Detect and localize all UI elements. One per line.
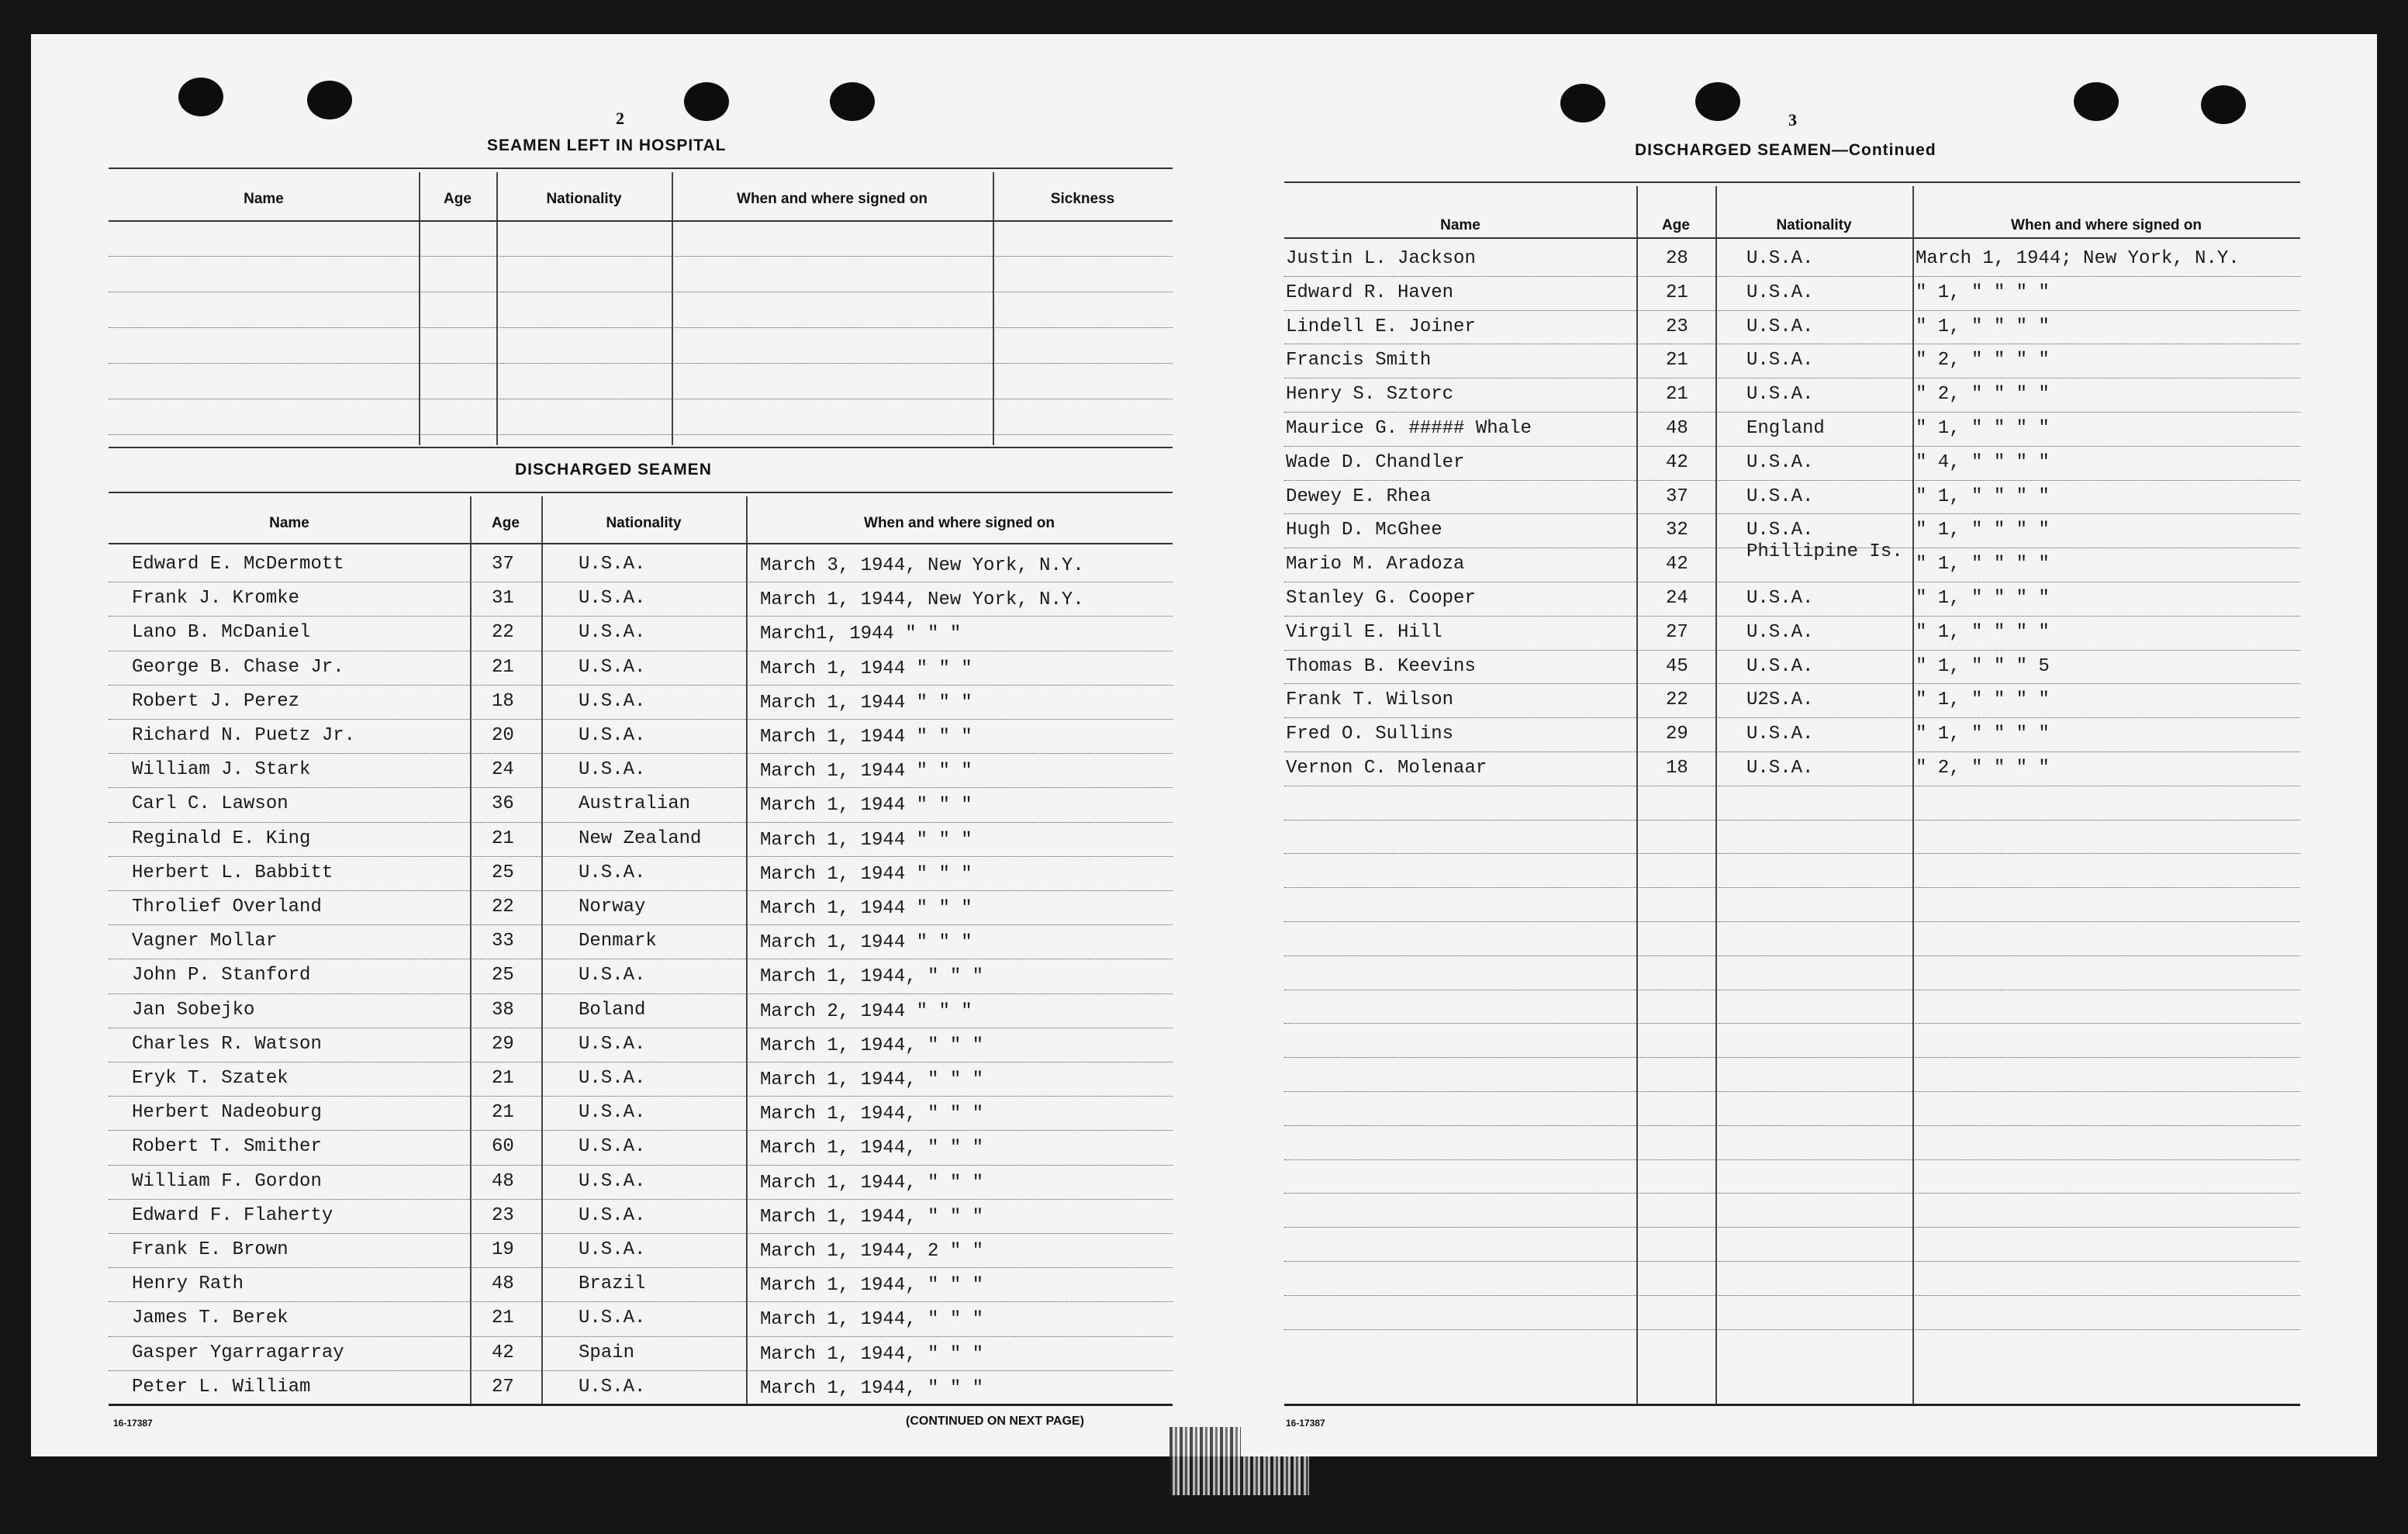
row-line xyxy=(109,1336,1173,1337)
left-page xyxy=(31,34,1241,1456)
row-line xyxy=(109,993,1173,994)
seaman-name: Justin L. Jackson xyxy=(1286,248,1476,269)
signed-on: March 1, 1944, New York, N.Y. xyxy=(760,589,1084,611)
signed-on: March 1, 1944 " " " xyxy=(760,761,973,783)
seaman-name: Robert T. Smither xyxy=(132,1136,322,1158)
seaman-nationality: Boland xyxy=(579,999,646,1021)
row-line xyxy=(1284,310,2300,311)
seaman-name: Edward R. Haven xyxy=(1286,282,1454,303)
seaman-age: 32 xyxy=(1666,520,1688,541)
seaman-name: Frank E. Brown xyxy=(132,1239,288,1260)
seaman-nationality: U.S.A. xyxy=(579,1239,646,1260)
seaman-age: 23 xyxy=(1666,316,1688,337)
discharged-continued-title: DISCHARGED SEAMEN—Continued xyxy=(1635,141,1936,159)
signed-on: " 1, " " " 5 xyxy=(1916,655,2050,677)
seaman-age: 42 xyxy=(492,1342,514,1363)
seaman-nationality: Spain xyxy=(579,1342,635,1363)
rule xyxy=(109,447,1173,448)
signed-on: " 2, " " " " xyxy=(1916,384,2050,406)
seaman-nationality: U.S.A. xyxy=(579,1102,646,1124)
row-line xyxy=(109,256,1173,257)
seaman-nationality: U.S.A. xyxy=(1746,520,1814,541)
punch-hole xyxy=(2074,82,2119,121)
signed-on: March1, 1944 " " " xyxy=(760,624,962,645)
punch-hole xyxy=(307,81,352,119)
row-line xyxy=(109,753,1173,754)
seaman-age: 23 xyxy=(492,1204,514,1226)
seaman-nationality: U.S.A. xyxy=(579,656,646,678)
seaman-age: 36 xyxy=(492,793,514,815)
seaman-name: Jan Sobejko xyxy=(132,999,255,1021)
signed-on: March 1, 1944, " " " xyxy=(760,1343,984,1365)
row-line xyxy=(1284,1057,2300,1058)
seaman-nationality: U.S.A. xyxy=(579,554,646,575)
header-rule xyxy=(1284,237,2300,239)
seaman-name: Charles R. Watson xyxy=(132,1033,322,1055)
signed-on: March 1, 1944, " " " xyxy=(760,1104,984,1125)
signed-on: " 1, " " " " xyxy=(1916,689,2050,711)
seaman-name: Dewey E. Rhea xyxy=(1286,485,1432,507)
seaman-age: 22 xyxy=(492,897,514,917)
seaman-nationality: Denmark xyxy=(579,931,657,952)
signed-on: " 4, " " " " xyxy=(1916,451,2050,473)
row-line xyxy=(109,685,1173,686)
signed-on: " 1, " " " " xyxy=(1916,418,2050,439)
hospital-col-header: When and where signed on xyxy=(737,191,928,207)
seaman-name: Virgil E. Hill xyxy=(1286,621,1442,643)
signed-on: " 1, " " " " xyxy=(1916,520,2050,541)
signed-on: March 1, 1944, " " " xyxy=(760,1275,984,1297)
seaman-age: 22 xyxy=(492,622,514,644)
row-line xyxy=(1284,276,2300,277)
seaman-age: 25 xyxy=(492,965,514,986)
signed-on: March 1, 1944, 2 " " xyxy=(760,1241,984,1262)
seaman-nationality: U.S.A. xyxy=(579,588,646,610)
column-divider xyxy=(1636,186,1638,1404)
seaman-name: William J. Stark xyxy=(132,759,311,781)
seaman-name: Throlief Overland xyxy=(132,897,322,917)
row-line xyxy=(109,1301,1173,1302)
discharged-col-header: Nationality xyxy=(1776,217,1852,233)
punch-hole xyxy=(684,82,729,121)
row-line xyxy=(1284,853,2300,854)
signed-on: March 1, 1944, " " " xyxy=(760,1206,984,1228)
seaman-age: 21 xyxy=(492,1068,514,1089)
seaman-nationality: U.S.A. xyxy=(1746,588,1814,609)
seaman-name: John P. Stanford xyxy=(132,965,311,986)
seaman-age: 48 xyxy=(492,1273,514,1295)
seaman-age: 38 xyxy=(492,999,514,1021)
column-divider xyxy=(672,172,673,445)
seaman-nationality: U2S.A. xyxy=(1746,689,1814,711)
seaman-age: 60 xyxy=(492,1136,514,1158)
seaman-name: Herbert L. Babbitt xyxy=(132,862,333,883)
row-line xyxy=(1284,1193,2300,1194)
seaman-name: Thomas B. Keevins xyxy=(1286,655,1476,677)
row-line xyxy=(1284,513,2300,514)
row-line xyxy=(1284,480,2300,481)
hospital-col-header: Name xyxy=(244,191,284,207)
seaman-age: 28 xyxy=(1666,248,1688,269)
seaman-nationality: U.S.A. xyxy=(579,1308,646,1329)
seaman-name: Henry Rath xyxy=(132,1273,244,1295)
row-line xyxy=(1284,1091,2300,1092)
column-divider xyxy=(1912,186,1914,1404)
seaman-nationality: U.S.A. xyxy=(1746,451,1814,473)
seaman-name: Vagner Mollar xyxy=(132,931,278,952)
discharged-col-header: Nationality xyxy=(606,515,682,531)
rule xyxy=(1284,181,2300,183)
seaman-age: 27 xyxy=(1666,621,1688,643)
discharged-section-title: DISCHARGED SEAMEN xyxy=(515,461,712,479)
signed-on: " 1, " " " " xyxy=(1916,316,2050,337)
seaman-nationality: U.S.A. xyxy=(1746,248,1814,269)
row-line xyxy=(1284,1125,2300,1126)
seaman-nationality: U.S.A. xyxy=(579,1136,646,1158)
page-number: 3 xyxy=(1788,110,1797,130)
seaman-name: Stanley G. Cooper xyxy=(1286,588,1476,609)
header-rule xyxy=(109,543,1173,544)
seaman-nationality: U.S.A. xyxy=(579,965,646,986)
seaman-name: Carl C. Lawson xyxy=(132,793,288,815)
row-line xyxy=(109,1096,1173,1097)
signed-on: " 2, " " " " xyxy=(1916,758,2050,779)
seaman-age: 21 xyxy=(1666,384,1688,406)
rule xyxy=(109,492,1173,493)
signed-on: March 1, 1944 " " " xyxy=(760,932,973,954)
punch-hole xyxy=(1695,82,1740,121)
row-line xyxy=(109,719,1173,720)
seaman-name: Hugh D. McGhee xyxy=(1286,520,1442,541)
signed-on: March 1, 1944, " " " xyxy=(760,1172,984,1194)
signed-on: March 1, 1944, " " " xyxy=(760,1309,984,1331)
seaman-nationality: U.S.A. xyxy=(579,622,646,644)
seaman-age: 29 xyxy=(1666,724,1688,745)
signed-on: March 1, 1944, " " " xyxy=(760,1377,984,1399)
seaman-age: 21 xyxy=(492,1102,514,1124)
signed-on: " 1, " " " " xyxy=(1916,724,2050,745)
row-line xyxy=(109,1370,1173,1371)
row-line xyxy=(1284,820,2300,821)
signed-on: March 1, 1944 " " " xyxy=(760,795,973,817)
punch-hole xyxy=(2201,85,2246,124)
seaman-age: 27 xyxy=(492,1376,514,1398)
discharged-col-header: When and where signed on xyxy=(864,515,1055,531)
row-line xyxy=(109,1233,1173,1234)
row-line xyxy=(109,924,1173,925)
signed-on: " 1, " " " " xyxy=(1916,282,2050,303)
seaman-nationality: Brazil xyxy=(579,1273,646,1295)
header-rule xyxy=(109,220,1173,222)
seaman-nationality: U.S.A. xyxy=(579,1068,646,1089)
seaman-nationality: U.S.A. xyxy=(579,725,646,746)
row-line xyxy=(1284,1329,2300,1330)
seaman-age: 18 xyxy=(1666,758,1688,779)
seaman-age: 25 xyxy=(492,862,514,883)
discharged-col-header: Age xyxy=(492,515,520,531)
seaman-nationality: U.S.A. xyxy=(579,862,646,883)
seaman-nationality: England xyxy=(1746,418,1825,439)
seaman-nationality: U.S.A. xyxy=(1746,758,1814,779)
row-line xyxy=(1284,650,2300,651)
seaman-age: 33 xyxy=(492,931,514,952)
seaman-nationality: U.S.A. xyxy=(1746,350,1814,371)
signed-on: " 1, " " " " xyxy=(1916,485,2050,507)
seaman-age: 21 xyxy=(492,1308,514,1329)
column-divider xyxy=(993,172,994,445)
seaman-nationality: Norway xyxy=(579,897,646,917)
seaman-name: Edward F. Flaherty xyxy=(132,1204,333,1226)
signed-on: March 1, 1944, " " " xyxy=(760,1035,984,1056)
signed-on: " 2, " " " " xyxy=(1916,350,2050,371)
discharged-col-header: Name xyxy=(269,515,309,531)
signed-on: March 1, 1944 " " " xyxy=(760,727,973,748)
seaman-nationality: U.S.A. xyxy=(1746,485,1814,507)
seaman-name: Frank J. Kromke xyxy=(132,588,300,610)
seaman-age: 42 xyxy=(1666,451,1688,473)
row-line xyxy=(109,1267,1173,1268)
seaman-age: 45 xyxy=(1666,655,1688,677)
seaman-name: Francis Smith xyxy=(1286,350,1432,371)
seaman-age: 21 xyxy=(1666,282,1688,303)
signed-on: March 3, 1944, New York, N.Y. xyxy=(760,555,1084,576)
row-line xyxy=(1284,616,2300,617)
seaman-name: Maurice G. ##### Whale xyxy=(1286,418,1532,439)
row-line xyxy=(109,616,1173,617)
row-line xyxy=(109,327,1173,328)
right-page xyxy=(1241,34,2377,1456)
discharged-col-header: Age xyxy=(1662,217,1690,233)
hospital-col-header: Sickness xyxy=(1050,191,1115,207)
column-divider xyxy=(496,172,498,445)
seaman-nationality: Phillipine Is. xyxy=(1746,541,1903,563)
rule xyxy=(109,1404,1173,1406)
signed-on: " 1, " " " " xyxy=(1916,554,2050,575)
seaman-name: Henry S. Sztorc xyxy=(1286,384,1454,406)
row-line xyxy=(109,890,1173,891)
seaman-name: Peter L. William xyxy=(132,1376,311,1398)
seaman-nationality: U.S.A. xyxy=(1746,316,1814,337)
row-line xyxy=(1284,412,2300,413)
seaman-nationality: U.S.A. xyxy=(579,759,646,781)
row-line xyxy=(1284,921,2300,922)
seaman-nationality: U.S.A. xyxy=(1746,384,1814,406)
seaman-nationality: U.S.A. xyxy=(579,690,646,712)
seaman-nationality: Australian xyxy=(579,793,691,815)
seaman-name: Fred O. Sullins xyxy=(1286,724,1454,745)
signed-on: March 1, 1944 " " " xyxy=(760,692,973,713)
seaman-nationality: U.S.A. xyxy=(1746,655,1814,677)
row-line xyxy=(1284,446,2300,447)
seaman-name: Frank T. Wilson xyxy=(1286,689,1454,711)
row-line xyxy=(1284,1295,2300,1296)
signed-on: March 2, 1944 " " " xyxy=(760,1000,973,1022)
seaman-nationality: U.S.A. xyxy=(1746,724,1814,745)
discharged-col-header: When and where signed on xyxy=(2011,217,2202,233)
seaman-age: 42 xyxy=(1666,554,1688,575)
page-number: 2 xyxy=(616,109,624,128)
row-line xyxy=(1284,1227,2300,1228)
signed-on: March 1, 1944; New York, N.Y. xyxy=(1916,248,2240,269)
seaman-nationality: U.S.A. xyxy=(579,1170,646,1192)
signed-on: " 1, " " " " xyxy=(1916,621,2050,643)
seaman-age: 20 xyxy=(492,725,514,746)
seaman-name: Lano B. McDaniel xyxy=(132,622,311,644)
seaman-age: 24 xyxy=(1666,588,1688,609)
seaman-name: Reginald E. King xyxy=(132,827,311,849)
row-line xyxy=(109,1165,1173,1166)
continued-note: (CONTINUED ON NEXT PAGE) xyxy=(906,1415,1084,1428)
seaman-age: 24 xyxy=(492,759,514,781)
seaman-name: William F. Gordon xyxy=(132,1170,322,1192)
punch-hole xyxy=(178,78,223,116)
seaman-name: Edward E. McDermott xyxy=(132,554,344,575)
seaman-name: Richard N. Puetz Jr. xyxy=(132,725,356,746)
row-line xyxy=(1284,717,2300,718)
seaman-name: Robert J. Perez xyxy=(132,690,300,712)
signed-on: March 1, 1944, " " " xyxy=(760,966,984,988)
signed-on: March 1, 1944, " " " xyxy=(760,1069,984,1090)
row-line xyxy=(1284,955,2300,956)
row-line xyxy=(109,363,1173,364)
discharged-col-header: Name xyxy=(1440,217,1480,233)
signed-on: March 1, 1944 " " " xyxy=(760,829,973,851)
row-line xyxy=(1284,1023,2300,1024)
punch-hole xyxy=(830,82,875,121)
row-line xyxy=(109,787,1173,788)
seaman-age: 48 xyxy=(492,1170,514,1192)
signed-on: March 1, 1944 " " " xyxy=(760,898,973,919)
hospital-section-title: SEAMEN LEFT IN HOSPITAL xyxy=(487,136,727,154)
seaman-age: 19 xyxy=(492,1239,514,1260)
hospital-col-header: Nationality xyxy=(546,191,622,207)
seaman-name: James T. Berek xyxy=(132,1308,288,1329)
seaman-nationality: U.S.A. xyxy=(579,1376,646,1398)
seaman-name: Vernon C. Molenaar xyxy=(1286,758,1487,779)
signed-on: March 1, 1944 " " " xyxy=(760,863,973,885)
signed-on: " 1, " " " " xyxy=(1916,588,2050,609)
seaman-age: 31 xyxy=(492,588,514,610)
seaman-age: 21 xyxy=(1666,350,1688,371)
seaman-age: 21 xyxy=(492,827,514,849)
seaman-name: Mario M. Aradoza xyxy=(1286,554,1465,575)
seaman-age: 18 xyxy=(492,690,514,712)
form-number: 16-17387 xyxy=(1286,1418,1325,1429)
rule xyxy=(109,168,1173,169)
seaman-nationality: U.S.A. xyxy=(579,1033,646,1055)
seaman-age: 29 xyxy=(492,1033,514,1055)
seaman-nationality: New Zealand xyxy=(579,827,702,849)
row-line xyxy=(1284,1261,2300,1262)
seaman-name: George B. Chase Jr. xyxy=(132,656,344,678)
seaman-age: 21 xyxy=(492,656,514,678)
seaman-nationality: U.S.A. xyxy=(1746,282,1814,303)
seaman-name: Herbert Nadeoburg xyxy=(132,1102,322,1124)
signed-on: March 1, 1944 " " " xyxy=(760,658,973,679)
seaman-age: 37 xyxy=(1666,485,1688,507)
seaman-name: Eryk T. Szatek xyxy=(132,1068,288,1089)
row-line xyxy=(1284,683,2300,684)
hospital-col-header: Age xyxy=(444,191,472,207)
seaman-name: Gasper Ygarragarray xyxy=(132,1342,344,1363)
seaman-age: 37 xyxy=(492,554,514,575)
seaman-name: Lindell E. Joiner xyxy=(1286,316,1476,337)
signed-on: March 1, 1944, " " " xyxy=(760,1138,984,1159)
row-line xyxy=(1284,751,2300,752)
column-divider xyxy=(1715,186,1717,1404)
seaman-age: 48 xyxy=(1666,418,1688,439)
rule xyxy=(1284,1404,2300,1406)
row-line xyxy=(109,434,1173,435)
seaman-age: 22 xyxy=(1666,689,1688,711)
row-line xyxy=(109,1199,1173,1200)
row-line xyxy=(109,822,1173,823)
row-line xyxy=(1284,887,2300,888)
seaman-nationality: U.S.A. xyxy=(579,1204,646,1226)
row-line xyxy=(109,1130,1173,1131)
row-line xyxy=(109,856,1173,857)
seaman-name: Wade D. Chandler xyxy=(1286,451,1465,473)
punch-hole xyxy=(1560,84,1605,123)
seaman-nationality: U.S.A. xyxy=(1746,621,1814,643)
column-divider xyxy=(419,172,420,445)
form-number: 16-17387 xyxy=(113,1418,153,1429)
row-line xyxy=(1284,1159,2300,1160)
